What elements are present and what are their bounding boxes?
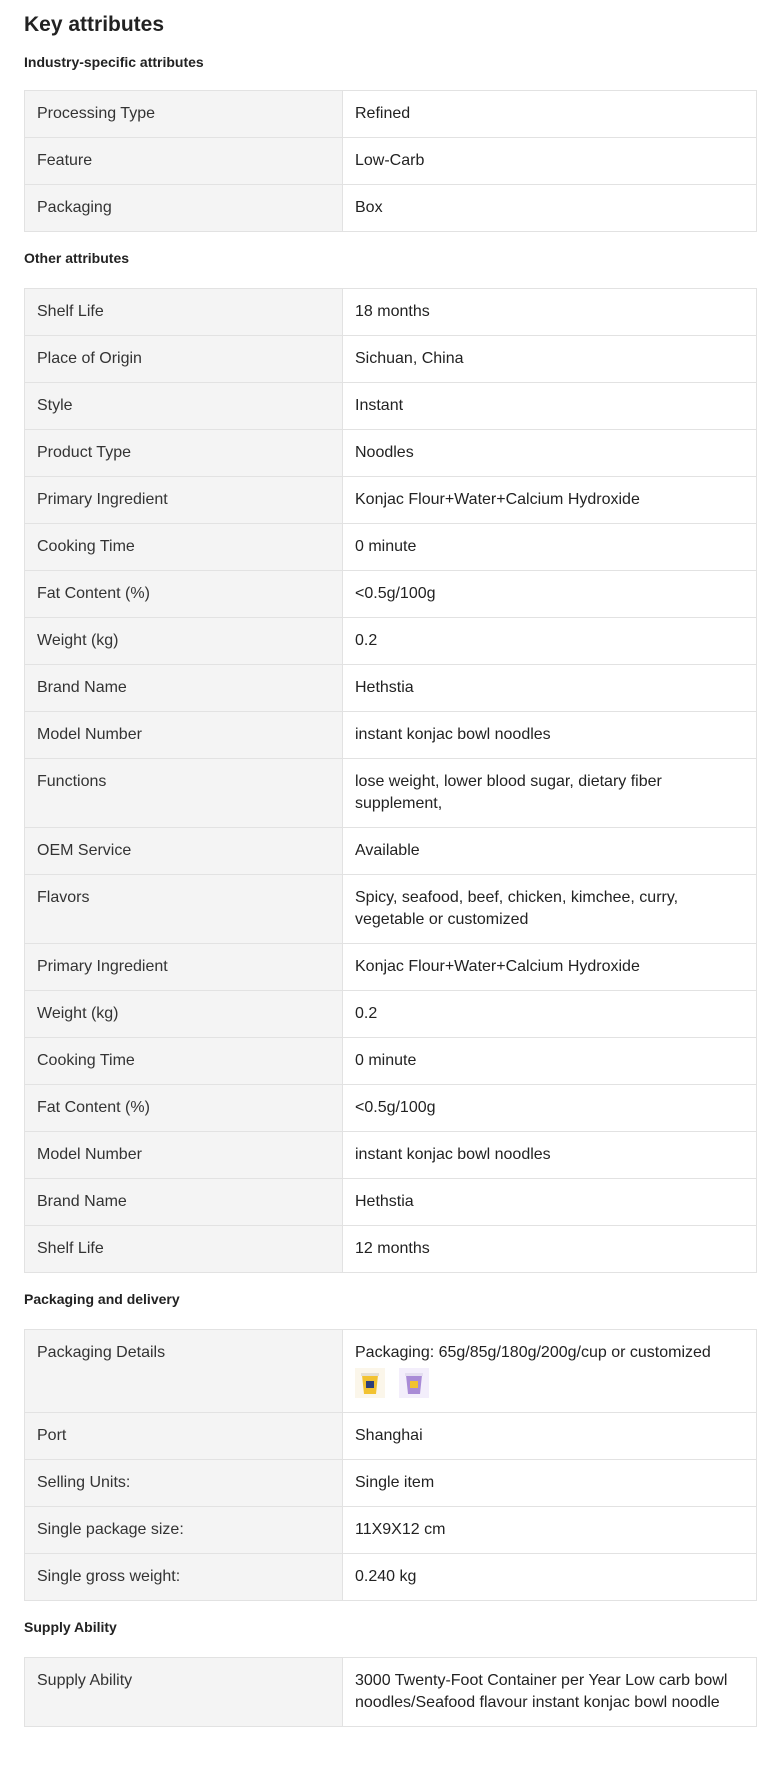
table-row [25,828,757,875]
attribute-key: Weight (kg) [25,618,343,665]
attribute-value: Available [343,828,757,875]
attribute-key: Brand Name [25,665,343,712]
attributes-table [24,90,757,232]
table-row [25,336,757,383]
attribute-key: Supply Ability [25,1658,343,1727]
section-industry-specific [24,52,757,232]
section-title: Supply Ability [24,1619,117,1635]
table-row [25,991,757,1038]
attribute-value: 11X9X12 cm [343,1507,757,1554]
section-title: Industry-specific attributes [24,54,204,70]
attribute-value: 18 months [343,289,757,336]
table-row [25,665,757,712]
attribute-key: Fat Content (%) [25,571,343,618]
table-row [25,618,757,665]
attribute-value: Single item [343,1460,757,1507]
attributes-table [24,1329,757,1601]
section-other-attributes [24,232,757,1273]
attribute-key: Place of Origin [25,336,343,383]
table-row [25,1507,757,1554]
table-row [25,185,757,232]
table-row [25,430,757,477]
attribute-value: 3000 Twenty-Foot Container per Year Low carb bowl noodles/Seafood flavour instant konjac bowl noodle [343,1658,757,1727]
table-row [25,571,757,618]
table-row [25,383,757,430]
table-row [25,1179,757,1226]
attribute-key: Single gross weight: [25,1554,343,1601]
table-row [25,759,757,828]
attribute-key: Cooking Time [25,1038,343,1085]
table-row [25,1554,757,1601]
attribute-value: Sichuan, China [343,336,757,383]
section-packaging-delivery [24,1273,757,1601]
noodle-cup-purple-icon[interactable] [399,1368,429,1398]
attribute-value: 0.2 [343,618,757,665]
attribute-key: Functions [25,759,343,828]
attribute-key: Single package size: [25,1507,343,1554]
section-supply-ability [24,1601,757,1727]
attribute-key: Primary Ingredient [25,944,343,991]
attribute-key: OEM Service [25,828,343,875]
table-row [25,1658,757,1727]
attribute-value: 0.2 [343,991,757,1038]
table-row [25,91,757,138]
table-row [25,875,757,944]
table-row [25,138,757,185]
attribute-key: Shelf Life [25,1226,343,1273]
attribute-value: Spicy, seafood, beef, chicken, kimchee, curry, vegetable or customized [343,875,757,944]
attribute-key: Cooking Time [25,524,343,571]
table-row [25,1038,757,1085]
attribute-key: Fat Content (%) [25,1085,343,1132]
attribute-value: Packaging: 65g/85g/180g/200g/cup or customized [355,1344,711,1361]
attribute-value: Hethstia [343,1179,757,1226]
attribute-key: Weight (kg) [25,991,343,1038]
attribute-value-cell [343,1330,757,1413]
table-row [25,1460,757,1507]
attribute-value: Instant [343,383,757,430]
attribute-key: Product Type [25,430,343,477]
table-row [25,944,757,991]
attribute-value: 0 minute [343,524,757,571]
section-title: Other attributes [24,250,130,266]
attribute-key: Flavors [25,875,343,944]
table-row [25,524,757,571]
table-row [25,477,757,524]
page-title: Key attributes [24,13,165,36]
attribute-key: Brand Name [25,1179,343,1226]
attribute-key: Model Number [25,1132,343,1179]
packaging-images [355,1368,744,1400]
attribute-value: instant konjac bowl noodles [343,1132,757,1179]
table-row [25,712,757,759]
attribute-key: Model Number [25,712,343,759]
attribute-value: lose weight, lower blood sugar, dietary fiber supplement, [343,759,757,828]
table-row [25,1330,757,1413]
table-row [25,1226,757,1273]
attribute-key: Shelf Life [25,289,343,336]
attribute-key: Packaging Details [25,1330,343,1413]
attribute-value: Konjac Flour+Water+Calcium Hydroxide [343,477,757,524]
attribute-key: Port [25,1413,343,1460]
attribute-value: Low-Carb [343,138,757,185]
attribute-value: 12 months [343,1226,757,1273]
table-row [25,1413,757,1460]
attribute-value: Box [343,185,757,232]
noodle-cup-yellow-icon[interactable] [355,1368,385,1398]
table-row [25,289,757,336]
attribute-key: Processing Type [25,91,343,138]
attribute-value: Hethstia [343,665,757,712]
attribute-value: 0.240 kg [343,1554,757,1601]
attribute-value: instant konjac bowl noodles [343,712,757,759]
attribute-key: Selling Units: [25,1460,343,1507]
table-row [25,1085,757,1132]
attribute-value: <0.5g/100g [343,571,757,618]
attribute-value: Konjac Flour+Water+Calcium Hydroxide [343,944,757,991]
attribute-key: Packaging [25,185,343,232]
attribute-key: Style [25,383,343,430]
attributes-table [24,288,757,1273]
attribute-value: Refined [343,91,757,138]
attribute-key: Primary Ingredient [25,477,343,524]
attribute-key: Feature [25,138,343,185]
section-title: Packaging and delivery [24,1291,180,1307]
attribute-value: <0.5g/100g [343,1085,757,1132]
attribute-value: Noodles [343,430,757,477]
table-row [25,1132,757,1179]
attribute-value: Shanghai [343,1413,757,1460]
attribute-value: 0 minute [343,1038,757,1085]
attributes-table [24,1657,757,1727]
